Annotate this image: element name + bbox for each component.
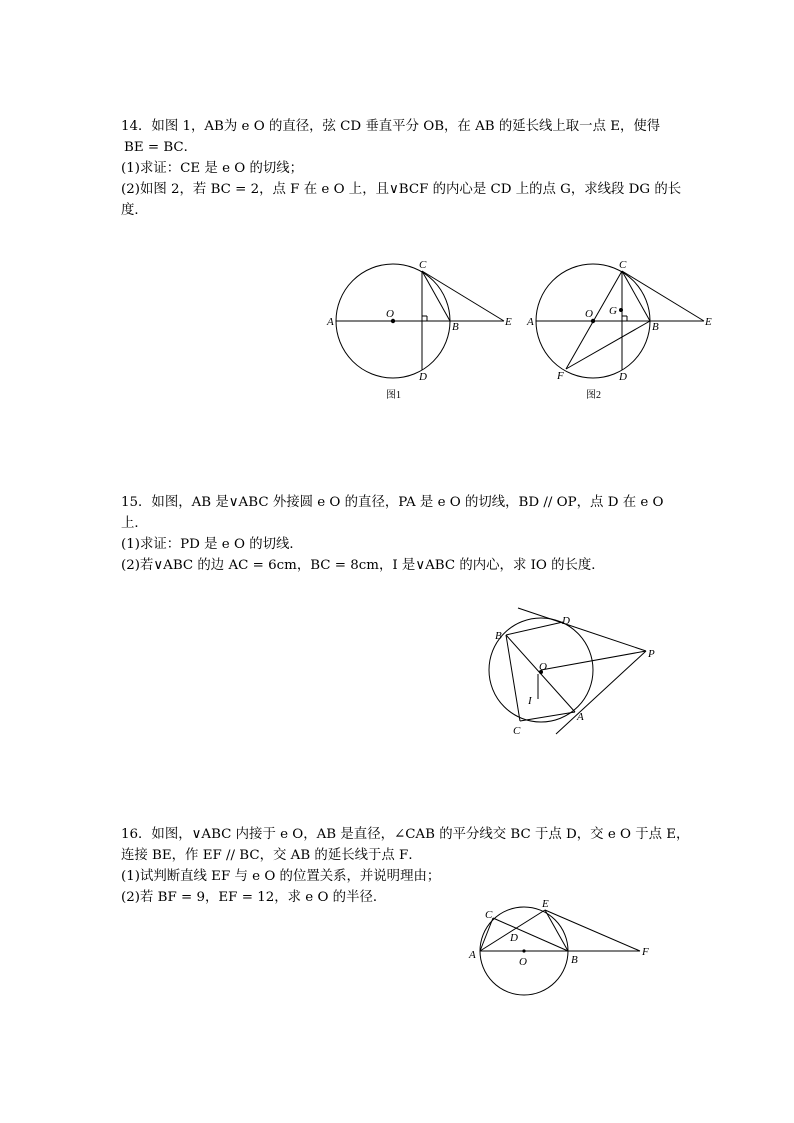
fig2-label-G: G: [609, 305, 617, 317]
fig1-label-O: O: [386, 308, 394, 320]
q16-label-O: O: [519, 956, 527, 968]
q14-figure-2: [522, 256, 722, 406]
q14-line-3: (1)求证：CE 是 e O 的切线；: [121, 161, 304, 176]
q15-label-D: D: [562, 615, 570, 627]
fig1-label-D: D: [419, 371, 427, 383]
q15-line-4: (2)若∨ABC 的边 AC = 6cm，BC = 8cm，I 是∨ABC 的内心，求 IO 的长度．: [121, 558, 605, 573]
q15-line-2: 上．: [121, 516, 148, 531]
q15-line-1: 15．如图，AB 是∨ABC 外接圆 e O 的直径，PA 是 e O 的切线，BD // OP，点 D 在 e O: [121, 495, 664, 510]
q16-label-D: D: [510, 932, 518, 944]
fig2-label-F: F: [557, 370, 564, 382]
q15-label-I: I: [528, 695, 532, 707]
fig2-label-O: O: [585, 308, 593, 320]
q15-label-B: B: [495, 630, 502, 642]
q16-line-1: 16．如图，∨ABC 内接于 e O，AB 是直径，∠CAB 的平分线交 BC 于点 D，交 e O 于点 E，: [121, 827, 690, 842]
fig1-line-CE: [422, 271, 504, 321]
q14-line-1: 14．如图 1，AB为 e O 的直径，弦 CD 垂直平分 OB，在 AB 的延长线上取一点 E，使得: [121, 119, 661, 134]
fig2-line-CE: [622, 271, 704, 321]
q16-label-F: F: [642, 946, 649, 958]
q15-line-CA: [520, 712, 575, 721]
q15-line-3: (1)求证：PD 是 e O 的切线．: [121, 537, 303, 552]
q16-label-A: A: [469, 949, 476, 961]
fig2-incenter-dot: [619, 308, 623, 312]
q15-tangent-PA: [556, 651, 646, 734]
q16-line-EF: [545, 910, 640, 951]
q15-label-A: A: [577, 711, 584, 723]
fig2-label-E: E: [705, 316, 712, 328]
q16-line-EB: [545, 910, 568, 951]
q15-label-C: C: [513, 725, 521, 737]
q15-label-P: P: [648, 648, 655, 660]
fig2-label-B: B: [652, 321, 659, 333]
q15-line-BD: [506, 622, 563, 635]
q16-center-dot: [522, 949, 525, 952]
fig2-line-FB: [566, 321, 650, 369]
q15-label-O: O: [539, 661, 547, 673]
q16-line-AC: [480, 918, 493, 951]
fig2-line-CB: [622, 271, 650, 321]
q14-line-4: (2)如图 2，若 BC = 2，点 F 在 e O 上，且∨BCF 的内心是 CD 上的点 G，求线段 DG 的长: [121, 182, 682, 197]
q14-line-5: 度．: [121, 203, 148, 218]
q16-figure: [464, 895, 664, 1005]
q15-tangent-PD: [518, 608, 646, 651]
fig1-label-A: A: [327, 316, 334, 328]
fig1-label-E: E: [505, 316, 512, 328]
q16-line-3: (1)试判断直线 EF 与 e O 的位置关系，并说明理由；: [121, 869, 441, 884]
q16-label-B: B: [571, 954, 578, 966]
q16-label-C: C: [485, 909, 493, 921]
fig2-label-C: C: [619, 259, 627, 271]
fig1-caption: 图1: [386, 390, 401, 401]
fig2-caption: 图2: [586, 390, 601, 401]
q16-line-2: 连接 BE，作 EF // BC，交 AB 的延长线于点 F．: [121, 848, 422, 863]
q16-line-CB: [493, 918, 568, 951]
fig1-label-C: C: [419, 259, 427, 271]
fig2-label-D: D: [619, 371, 627, 383]
q15-line-OP: [541, 651, 646, 670]
q16-line-4: (2)若 BF = 9，EF = 12，求 e O 的半径．: [121, 890, 387, 905]
fig2-label-A: A: [527, 316, 534, 328]
q16-label-E: E: [542, 898, 549, 910]
q15-figure: [480, 606, 670, 746]
q14-figure-1: [322, 256, 522, 406]
fig1-label-B: B: [452, 321, 459, 333]
q14-line-2: BE = BC．: [124, 140, 198, 155]
fig1-line-CB: [422, 271, 450, 321]
